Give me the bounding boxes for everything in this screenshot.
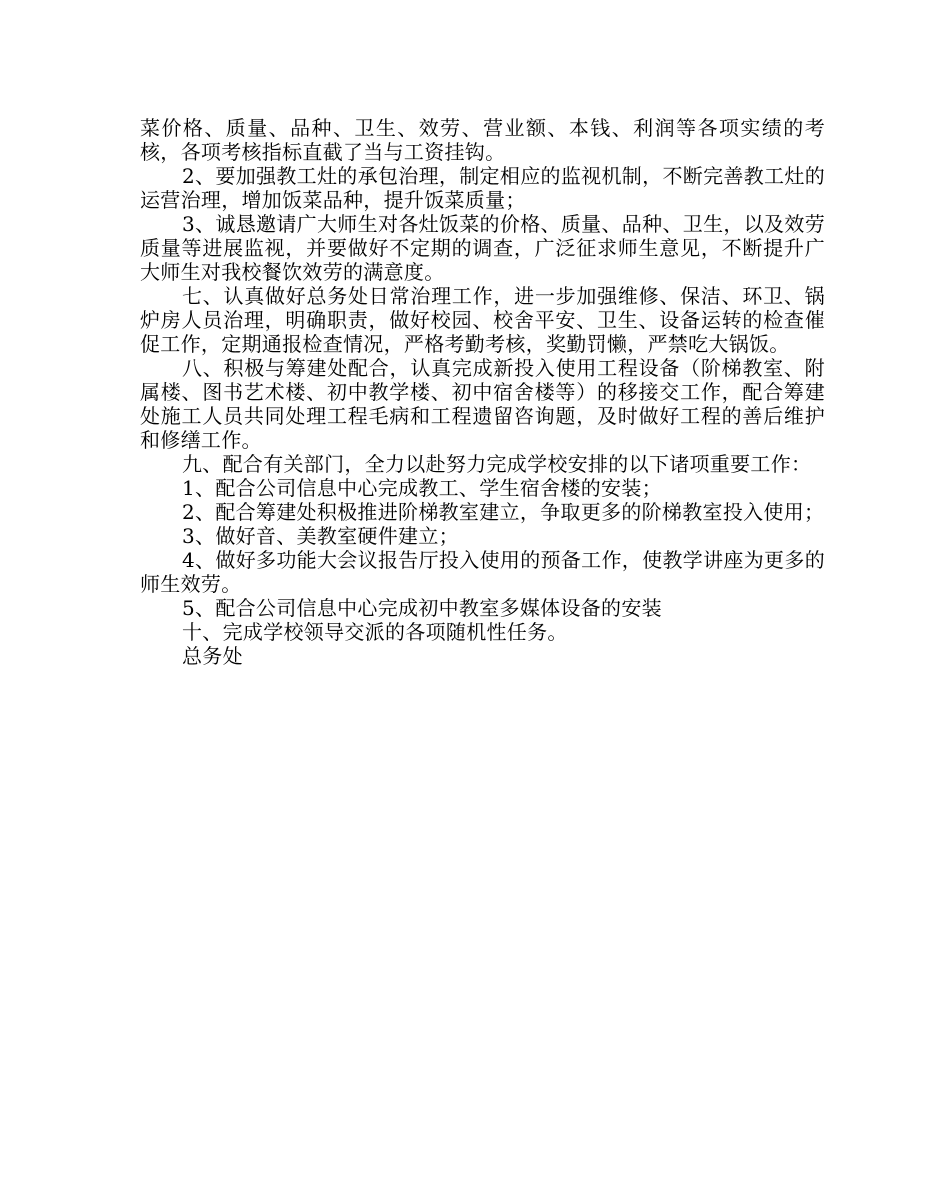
paragraph-task-1: 1、配合公司信息中心完成教工、学生宿舍楼的安装； — [182, 476, 662, 500]
signature-department: 总务处 — [182, 644, 243, 668]
paragraph-section-7: 七、认真做好总务处日常治理工作，进一步加强维修、保洁、环卫、锅炉房人员治理，明确职责，做好校园、校舍平安、卫生、设备运转的检查催促工作，定期通报检查情况，严格考勤考核，奖勤罚懒，严禁吃大锅饭。 — [140, 284, 825, 356]
paragraph-item-3: 3、诚恳邀请广大师生对各灶饭菜的价格、质量、品种、卫生，以及效劳质量等进展监视，并要做好不定期的调查，广泛征求师生意见，不断提升广大师生对我校餐饮效劳的满意度。 — [140, 212, 825, 284]
paragraph-continuation: 菜价格、质量、品种、卫生、效劳、营业额、本钱、利润等各项实绩的考核，各项考核指标直截了当与工资挂钩。 — [140, 116, 825, 164]
paragraph-section-10: 十、完成学校领导交派的各项随机性任务。 — [182, 620, 568, 644]
paragraph-section-8: 八、积极与筹建处配合，认真完成新投入使用工程设备（阶梯教室、附属楼、图书艺术楼、初中教学楼、初中宿舍楼等）的移接交工作，配合筹建处施工人员共同处理工程毛病和工程遗留咨询题，及时做好工程的善后维护和修缮工作。 — [140, 356, 825, 452]
paragraph-task-4: 4、做好多功能大会议报告厅投入使用的预备工作，使教学讲座为更多的师生效劳。 — [140, 548, 825, 596]
paragraph-section-9: 九、配合有关部门，全力以赴努力完成学校安排的以下诸项重要工作： — [182, 452, 812, 476]
document-body — [140, 116, 825, 668]
paragraph-task-2: 2、配合筹建处积极推进阶梯教室建立，争取更多的阶梯教室投入使用； — [182, 500, 825, 524]
paragraph-item-2: 2、要加强教工灶的承包治理，制定相应的监视机制，不断完善教工灶的运营治理，增加饭菜品种，提升饭菜质量； — [140, 164, 825, 212]
paragraph-task-3: 3、做好音、美教室硬件建立； — [182, 524, 459, 548]
paragraph-task-5: 5、配合公司信息中心完成初中教室多媒体设备的安装 — [182, 596, 662, 620]
